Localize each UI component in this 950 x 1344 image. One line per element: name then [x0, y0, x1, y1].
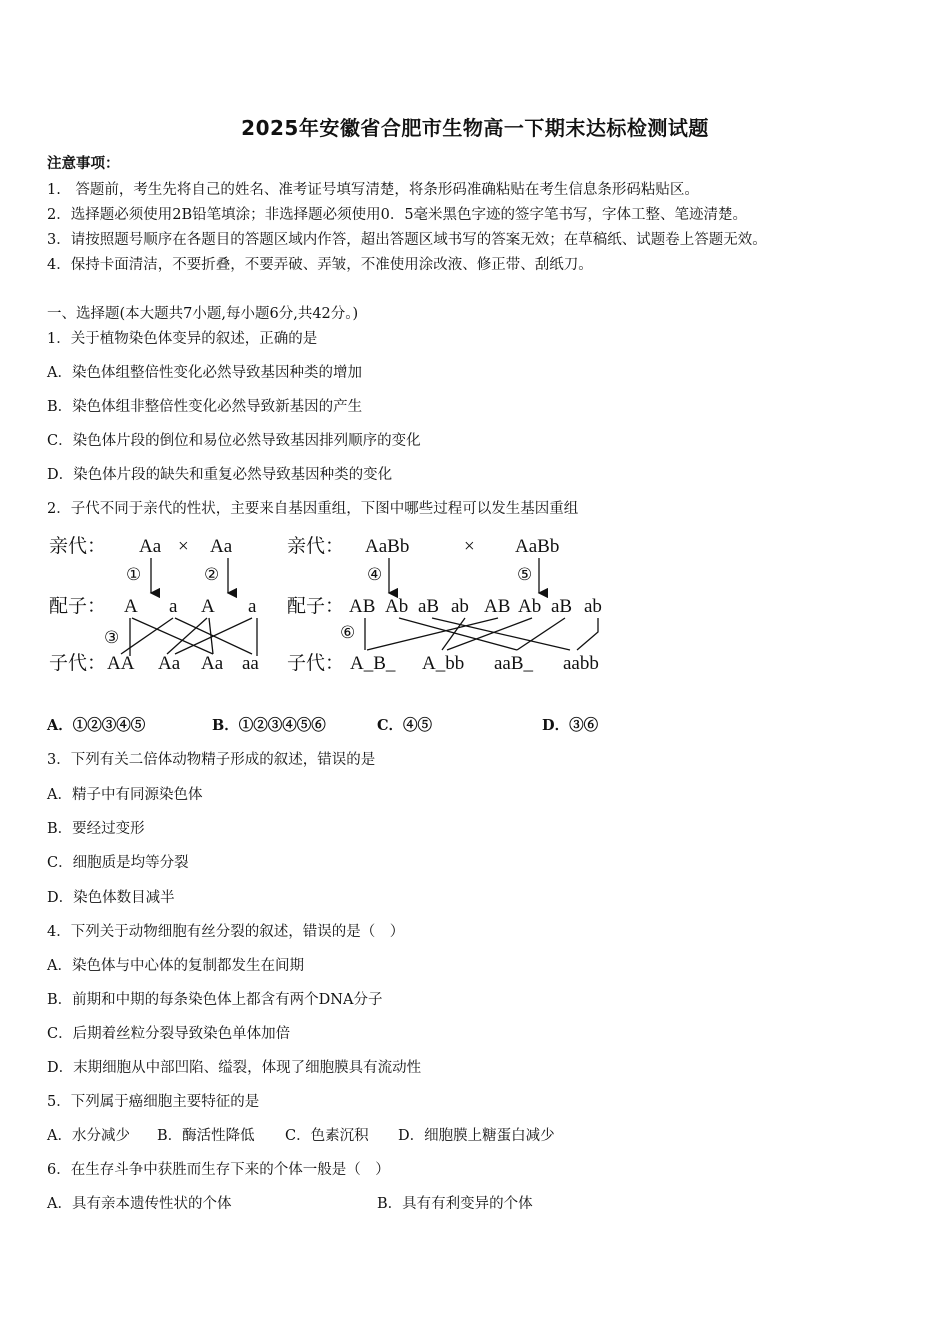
left-gamete: a [169, 596, 178, 617]
question-stem: 4．下列关于动物细胞有丝分裂的叙述，错误的是（ ） [47, 924, 405, 940]
cross-symbol: × [178, 536, 189, 557]
question-stem: 6．在生存斗争中获胜而生存下来的个体一般是（ ） [47, 1162, 390, 1178]
right-gamete: ab [584, 596, 602, 617]
right-offspring: aaB_ [494, 653, 534, 674]
step-label: ③ [104, 628, 120, 647]
row-label-offspring: 子代： [287, 653, 345, 674]
left-offspring: aa [242, 653, 259, 674]
right-gamete: aB [418, 596, 440, 617]
step-label: ⑤ [517, 565, 533, 584]
left-offspring: Aa [158, 653, 181, 674]
left-gamete: a [248, 596, 257, 617]
question-stem: 5．下列属于癌细胞主要特征的是 [47, 1094, 260, 1110]
right-gamete: ab [451, 596, 469, 617]
section-heading: 一、选择题(本大题共7小题,每小题6分,共42分。) [47, 306, 359, 322]
gene-recombination-diagram [47, 528, 617, 678]
option-b: B．酶活性降低 [157, 1128, 255, 1144]
step-label: ② [204, 565, 220, 584]
option-a: A．①②③④⑤ [47, 717, 146, 734]
question-option: D．末期细胞从中部凹陷、缢裂，体现了细胞膜具有流动性 [47, 1060, 422, 1076]
notice-item: 3．请按照题号顺序在各题目的答题区域内作答，超出答题区域书写的答案无效；在草稿纸、试题卷上答题无效。 [47, 232, 767, 248]
notice-item: 4．保持卡面清洁，不要折叠，不要弄破、弄皱，不准使用涂改液、修正带、刮纸刀。 [47, 257, 593, 273]
left-gamete: A [124, 596, 138, 617]
option-a: A．水分减少 [47, 1128, 130, 1144]
question-option: A．染色体组整倍性变化必然导致基因种类的增加 [47, 365, 362, 381]
option-d: D．细胞膜上糖蛋白减少 [398, 1128, 555, 1144]
question-option: B．要经过变形 [47, 821, 145, 837]
question-option: C．染色体片段的倒位和易位必然导致基因排列顺序的变化 [47, 433, 421, 449]
left-offspring: Aa [201, 653, 224, 674]
question-option: A．染色体与中心体的复制都发生在间期 [47, 958, 304, 974]
question-option: B．前期和中期的每条染色体上都含有两个DNA分子 [47, 992, 383, 1008]
right-offspring: A_B_ [350, 653, 396, 674]
option-b: B．具有有利变异的个体 [377, 1196, 533, 1212]
left-gamete: A [201, 596, 215, 617]
page-title: 2025年安徽省合肥市生物高一下期末达标检测试题 [241, 116, 709, 140]
left-parent: Aa [139, 536, 162, 557]
notice-item: 1. 答题前，考生先将自己的姓名、准考证号填写清楚，将条形码准确粘贴在考生信息条形码粘贴区。 [47, 182, 699, 198]
right-gamete: aB [551, 596, 573, 617]
left-parent: Aa [210, 536, 233, 557]
question-stem: 2．子代不同于亲代的性状，主要来自基因重组，下图中哪些过程可以发生基因重组 [47, 501, 579, 517]
cross-line [367, 618, 498, 650]
notice-heading: 注意事项： [47, 155, 120, 172]
notice-item: 2．选择题必须使用2B铅笔填涂；非选择题必须使用0．5毫米黑色字迹的签字笔书写，字体工整、笔迹清楚。 [47, 207, 748, 223]
right-offspring: aabb [563, 653, 599, 674]
left-offspring: AA [107, 653, 135, 674]
step-label: ⑥ [340, 623, 356, 642]
right-parent: AaBb [365, 536, 410, 557]
question-stem: 1．关于植物染色体变异的叙述，正确的是 [47, 331, 318, 347]
option-d: D．③⑥ [542, 717, 599, 734]
question-option: D．染色体片段的缺失和重复必然导致基因种类的变化 [47, 467, 393, 483]
right-gamete: AB [349, 596, 376, 617]
row-label-parents: 亲代： [287, 536, 345, 557]
right-parent: AaBb [515, 536, 560, 557]
row-label-parents: 亲代： [49, 536, 107, 557]
row-label-gametes: 配子： [287, 596, 345, 617]
row-label-offspring: 子代： [49, 653, 107, 674]
cross-line [121, 618, 173, 654]
cross-line [577, 618, 598, 650]
right-offspring: A_bb [422, 653, 465, 674]
question-stem: 3．下列有关二倍体动物精子形成的叙述，错误的是 [47, 752, 376, 768]
right-gamete: Ab [385, 596, 409, 617]
step-label: ④ [367, 565, 383, 584]
cross-symbol: × [464, 536, 475, 557]
right-gamete: AB [484, 596, 511, 617]
option-b: B．①②③④⑤⑥ [212, 717, 326, 734]
step-label: ① [126, 565, 142, 584]
option-c: C．色素沉积 [285, 1128, 369, 1144]
option-c: C．④⑤ [377, 717, 433, 734]
option-a: A．具有亲本遗传性状的个体 [47, 1196, 232, 1212]
question-option: D．染色体数目减半 [47, 890, 175, 906]
right-gamete: Ab [518, 596, 542, 617]
question-option: A．精子中有同源染色体 [47, 787, 203, 803]
question-option: C．细胞质是均等分裂 [47, 855, 189, 871]
question-option: B．染色体组非整倍性变化必然导致新基因的产生 [47, 399, 363, 415]
question-option: C．后期着丝粒分裂导致染色单体加倍 [47, 1026, 291, 1042]
row-label-gametes: 配子： [49, 596, 107, 617]
cross-line [517, 618, 565, 650]
